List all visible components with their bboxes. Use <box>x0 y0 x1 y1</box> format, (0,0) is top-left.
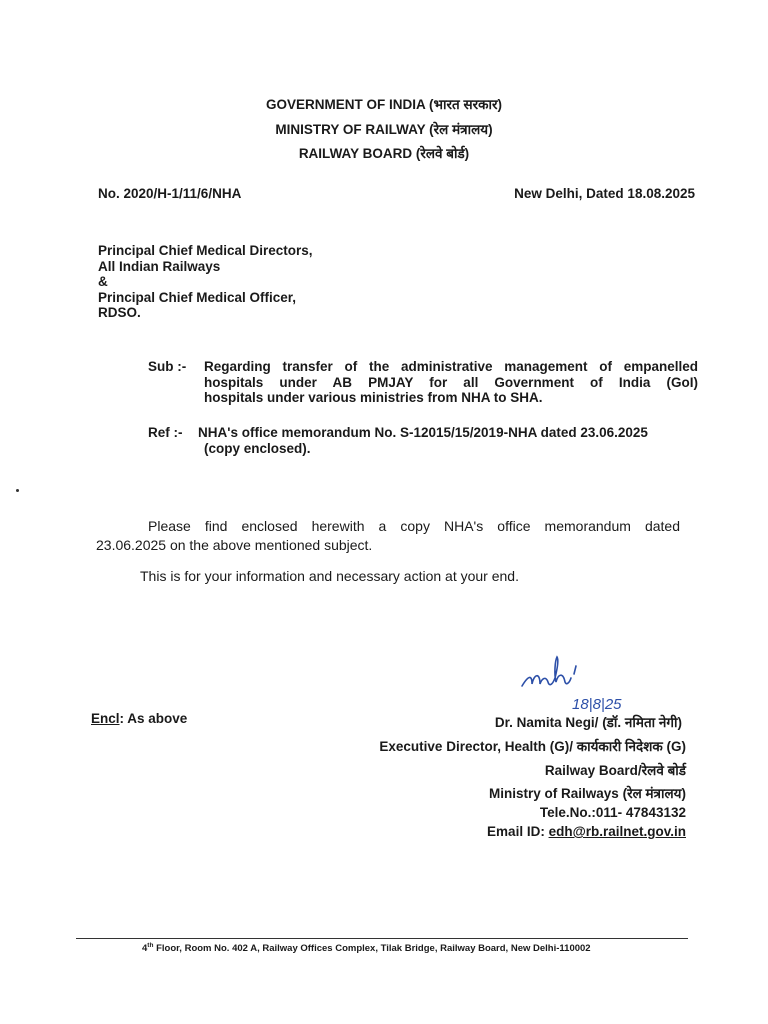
header-board: RAILWAY BOARD (रेलवे बोर्ड) <box>298 146 470 161</box>
subject-line: hospitals under various ministries from NHA to SHA. <box>204 390 543 405</box>
subject-line: Regarding transfer of the administrative management of empanelled <box>204 359 698 374</box>
enclosure-line <box>91 711 187 726</box>
letter-date: New Delhi, Dated 18.08.2025 <box>514 186 695 201</box>
subject-label: Sub :- <box>148 359 187 374</box>
signatory-name: Dr. Namita Negi/ (डॉ. नमिता नेगी) <box>494 715 682 730</box>
subject-text <box>204 359 698 406</box>
addressee-line: & <box>98 274 108 289</box>
footer-address-text: Floor, Room No. 402 A, Railway Offices Complex, Tilak Bridge, Railway Board, New Delhi-110002 <box>153 943 591 955</box>
body-paragraph-1-line-1 <box>148 518 680 534</box>
footer-divider <box>76 938 688 939</box>
letter-number: No. 2020/H-1/11/6/NHA <box>98 186 242 201</box>
reference-line: NHA's office memorandum No. S-12015/15/2019-NHA dated 23.06.2025 <box>198 425 648 440</box>
signatory-email-line <box>487 824 686 839</box>
header-ministry: MINISTRY OF RAILWAY (रेल मंत्रालय) <box>275 122 493 137</box>
footer-floor-number: 4 <box>142 943 148 955</box>
addressee-line: All Indian Railways <box>98 258 221 274</box>
reference-line: (copy enclosed). <box>204 440 311 456</box>
enclosure-value: : As above <box>119 711 188 726</box>
reference-text <box>198 425 648 456</box>
scan-speck <box>16 489 19 492</box>
email-link[interactable]: edh@rb.railnet.gov.in <box>548 824 686 839</box>
signatory-ministry: Ministry of Railways (रेल मंत्रालय) <box>489 786 686 801</box>
addressee-line: RDSO. <box>98 305 141 320</box>
header-government: GOVERNMENT OF INDIA (भारत सरकार) <box>266 97 502 112</box>
subject-line: hospitals under AB PMJAY for all Government of India (GoI) <box>204 374 698 390</box>
body-paragraph-2: This is for your information and necessary action at your end. <box>140 568 519 584</box>
addressee-block <box>98 243 313 321</box>
signatory-office: Railway Board/रेलवे बोर्ड <box>544 763 686 778</box>
signatory-designation: Executive Director, Health (G)/ कार्यकारी निदेशक (G) <box>379 739 686 754</box>
addressee-line: Principal Chief Medical Officer, <box>98 289 297 305</box>
addressee-line: Principal Chief Medical Directors, <box>98 243 313 258</box>
footer-floor-suffix: th <box>147 942 154 949</box>
body-text: Please find enclosed herewith a copy NHA's office memorandum dated <box>148 518 680 534</box>
signatory-telephone: Tele.No.:011- 47843132 <box>539 805 686 820</box>
email-label: Email ID: <box>487 824 549 839</box>
handwritten-signature <box>518 652 648 714</box>
enclosure-label: Encl <box>91 711 120 726</box>
signature-date: 18|8|25 <box>572 696 622 713</box>
body-paragraph-1-line-2: 23.06.2025 on the above mentioned subject. <box>96 537 373 553</box>
reference-label: Ref :- <box>148 425 183 440</box>
footer-address <box>142 942 591 954</box>
